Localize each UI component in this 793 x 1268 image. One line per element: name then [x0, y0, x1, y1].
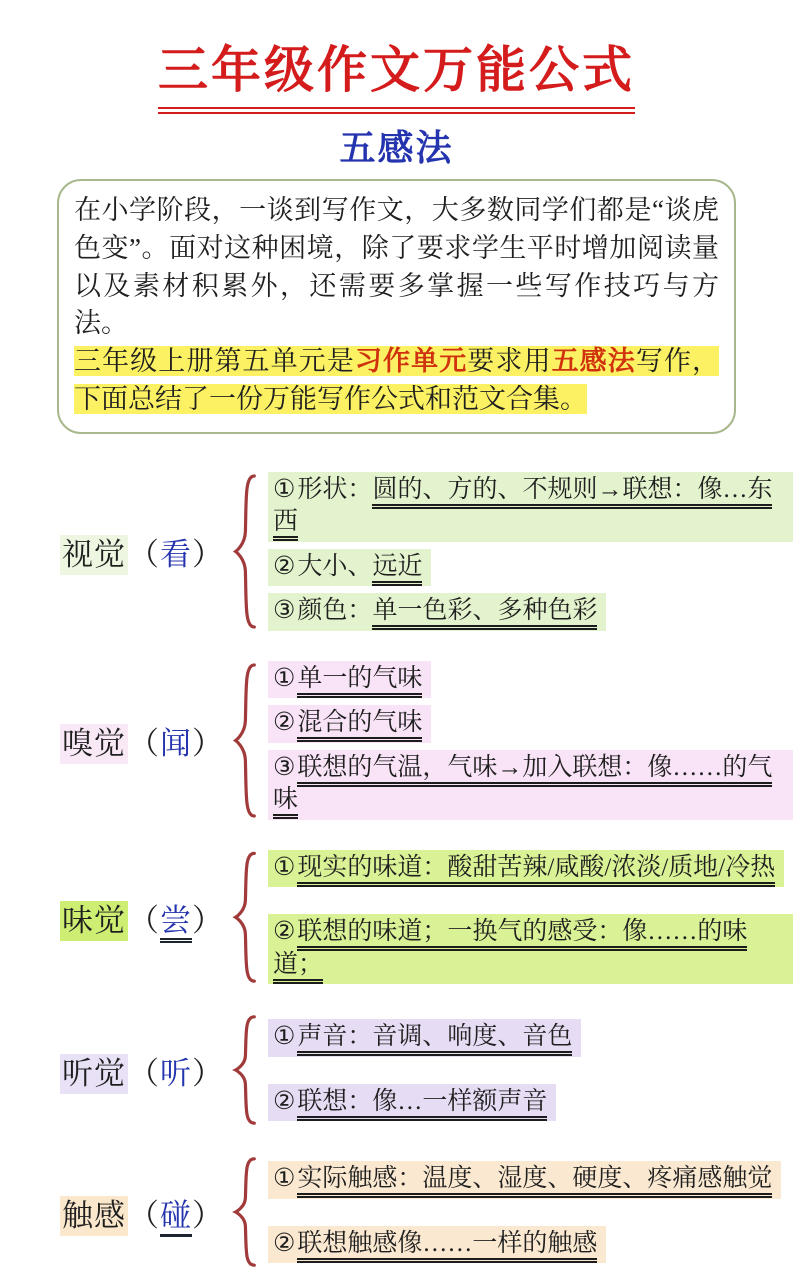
item-number: ①	[273, 853, 296, 881]
item-underlined-text: 远近	[372, 553, 422, 586]
brace	[230, 472, 258, 631]
item-underlined-text: 单一的气味	[297, 665, 422, 698]
item-plain-text: 形状：	[297, 475, 373, 503]
sense-item	[268, 593, 606, 631]
item-underlined-text: 联想：像…一样额声音	[297, 1088, 547, 1121]
paren-close: ）	[192, 725, 224, 761]
item-underlined-text: 声音：音调、响度、音色	[297, 1023, 572, 1056]
sense-name-highlight: 视觉	[60, 535, 128, 575]
item-number: ③	[273, 597, 296, 625]
intro-paragraph: 在小学阶段，一谈到写作文，大多数同学们都是“谈虎色变”。面对这种困境，除了要求学生平时增加阅读量以及素材积累外，还需要多掌握一些写作技巧与方法。	[74, 195, 719, 339]
paren-close: ）	[192, 1055, 224, 1091]
sense-section	[60, 472, 793, 631]
sections	[60, 472, 793, 1268]
sense-name-highlight: 触感	[60, 1196, 128, 1236]
item-number: ③	[273, 753, 296, 781]
item-number: ②	[273, 709, 296, 737]
paren-open: （	[128, 1197, 160, 1233]
item-underlined-text: 混合的气味	[297, 709, 422, 742]
item-underlined-text: 实际触感：温度、湿度、硬度、疼痛感触觉	[297, 1165, 772, 1198]
sense-section	[60, 1156, 793, 1268]
item-number: ①	[273, 664, 296, 692]
action-char: 碰	[160, 1198, 192, 1237]
sense-item	[268, 914, 793, 984]
item-number: ②	[273, 918, 296, 946]
sense-item	[268, 661, 431, 699]
item-underlined-text: 圆的、方的、不规则→联想：像…东西	[273, 476, 772, 542]
brace	[230, 1156, 258, 1268]
sense-item	[268, 1226, 606, 1264]
brace	[230, 1014, 258, 1126]
sense-name-highlight: 味觉	[60, 901, 128, 941]
sense-items	[268, 850, 793, 985]
page-subtitle: 五感法	[339, 128, 454, 168]
sense-section	[60, 1014, 793, 1126]
action-char: 尝	[160, 903, 192, 943]
paren-close: ）	[192, 536, 224, 572]
brace-icon	[230, 472, 258, 631]
brace-icon	[230, 1014, 258, 1126]
paren-open: （	[128, 725, 160, 761]
brace	[230, 850, 258, 985]
paren-open: （	[128, 1055, 160, 1091]
intro-highlight-text: 写作，下面总结了一份万能写作公式和范文合集。	[74, 346, 720, 414]
page-title-wrap	[0, 0, 793, 114]
sense-item	[268, 850, 784, 888]
item-plain-text: 大小、	[297, 552, 373, 580]
item-underlined-text: 联想触感像……一样的触感	[297, 1230, 597, 1263]
item-underlined-text: 联想的气温，气味→加入联想：像……的气味	[273, 754, 772, 820]
item-number: ②	[273, 1087, 296, 1115]
paren-close: ）	[192, 1197, 224, 1233]
intro-emphasis-text: 习作单元	[354, 346, 468, 377]
item-number: ②	[273, 1229, 296, 1257]
paren-open: （	[128, 536, 160, 572]
intro-highlight-text: 要求用	[467, 346, 552, 377]
item-underlined-text: 联想的味道；一换气的感受：像……的味道；	[273, 918, 747, 984]
intro-highlight-text: 三年级上册第五单元是	[74, 346, 355, 377]
action-char: 闻	[160, 725, 192, 761]
item-plain-text: 颜色：	[297, 597, 373, 625]
brace-icon	[230, 661, 258, 820]
sense-item	[268, 705, 431, 743]
paren-open: （	[128, 902, 160, 938]
sense-section	[60, 850, 793, 985]
brace-icon	[230, 1156, 258, 1268]
sense-label	[60, 1190, 230, 1235]
sense-item	[268, 1084, 556, 1122]
sense-name-highlight: 听觉	[60, 1054, 128, 1094]
intro-emphasis-text: 五感法	[551, 346, 636, 377]
action-char: 听	[160, 1055, 192, 1091]
sense-item	[268, 1019, 581, 1057]
sense-label	[60, 895, 230, 940]
intro-highlight-line	[74, 343, 719, 419]
item-number: ②	[273, 552, 296, 580]
item-underlined-text: 现实的味道：酸甜苦辣/咸酸/浓淡/质地/冷热	[297, 854, 775, 887]
brace-icon	[230, 850, 258, 985]
sense-item	[268, 750, 793, 820]
item-underlined-text: 单一色彩、多种色彩	[372, 597, 597, 630]
sense-label	[60, 718, 230, 763]
sense-items	[268, 472, 793, 631]
paren-close: ）	[192, 902, 224, 938]
sense-section	[60, 661, 793, 820]
page-title: 三年级作文万能公式	[158, 30, 635, 114]
intro-box	[57, 179, 736, 434]
item-number: ①	[273, 1023, 296, 1051]
brace	[230, 661, 258, 820]
item-number: ①	[273, 475, 296, 503]
sense-item	[268, 1161, 781, 1199]
sense-items	[268, 661, 793, 820]
action-char: 看	[160, 536, 192, 572]
sense-items	[268, 1019, 581, 1121]
sense-item	[268, 549, 431, 587]
sense-name-highlight: 嗅觉	[60, 724, 128, 764]
sense-label	[60, 529, 230, 574]
sense-item	[268, 472, 793, 542]
intro-highlight-span	[74, 346, 719, 414]
item-number: ①	[273, 1165, 296, 1193]
sense-label	[60, 1048, 230, 1093]
sense-items	[268, 1161, 781, 1263]
